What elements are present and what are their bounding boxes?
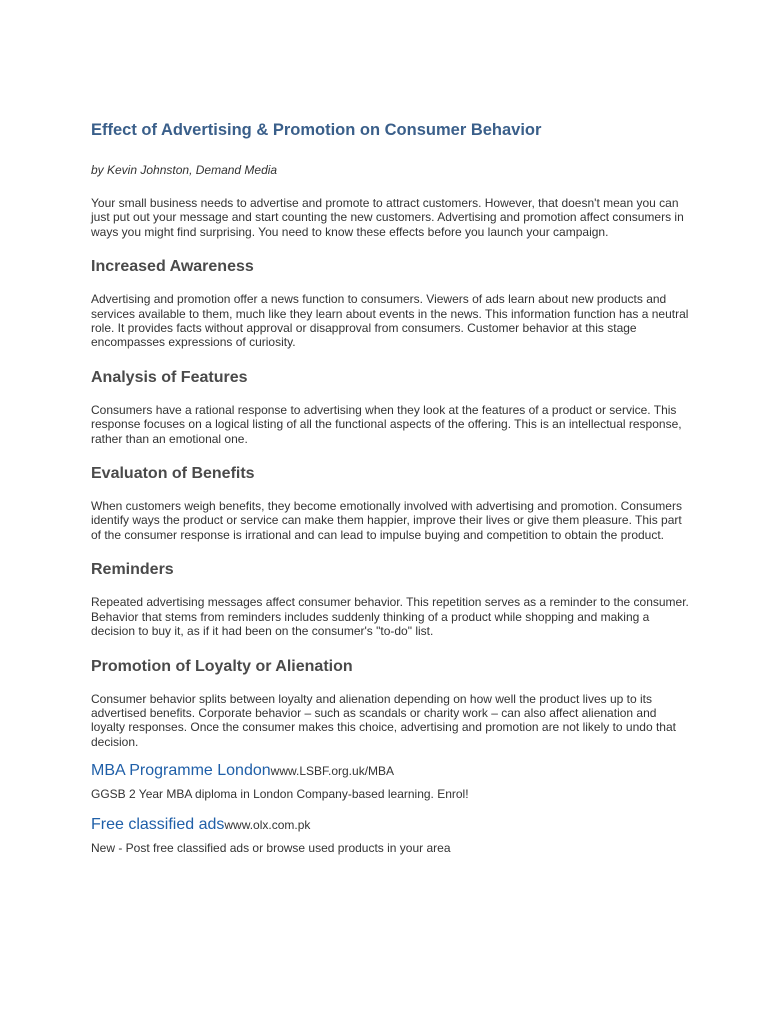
section-body: Repeated advertising messages affect consumer behavior. This repetition serves as a reminder to the consumer. Behavior that stems from reminders includes suddenly thinking of a product while shopping and making a decision to buy it, as if it had been on the consumer's "to-do" list.: [91, 595, 689, 639]
ad-title-link[interactable]: MBA Programme London: [91, 762, 271, 780]
section-body: When customers weigh benefits, they become emotionally involved with advertising and promotion. Consumers identify ways the product or service can make them happier, improve their lives or give them pleasure. This part of the consumer response is irrational and can lead to impulse buying and competition to obtain the product.: [91, 499, 682, 542]
article-byline: by Kevin Johnston, Demand Media: [91, 163, 278, 177]
section-increased-awareness: [91, 257, 691, 350]
section-reminders: [91, 560, 691, 638]
ad-headline: [91, 761, 691, 781]
article-title: Effect of Advertising & Promotion on Consumer Behavior: [91, 121, 542, 139]
ad-mba-programme: [91, 761, 691, 801]
ad-description: New - Post free classified ads or browse used products in your area: [91, 840, 451, 855]
ad-description: GGSB 2 Year MBA diploma in London Company-based learning. Enrol!: [91, 787, 469, 802]
section-heading: Analysis of Features: [91, 368, 248, 386]
section-evaluation-of-benefits: [91, 464, 691, 542]
ad-title-link[interactable]: Free classified ads: [91, 815, 225, 833]
section-body: Advertising and promotion offer a news function to consumers. Viewers of ads learn about new products and services available to them, much like they learn about events in the news. This information function has a neutral role. It provides facts without approval or disapproval from consumers. Customer behavior at this stage encompasses expressions of curiosity.: [91, 292, 689, 350]
section-heading: Evaluaton of Benefits: [91, 465, 255, 483]
ad-url[interactable]: www.olx.com.pk: [224, 817, 311, 832]
section-heading: Promotion of Loyalty or Alienation: [91, 657, 353, 675]
section-body: Consumers have a rational response to advertising when they look at the features of a product or service. This response focuses on a logical listing of all the functional aspects of the offering. This is an intellectual response, rather than an emotional one.: [91, 402, 682, 446]
section-heading: Reminders: [91, 561, 174, 579]
article-intro: Your small business needs to advertise and promote to attract customers. However, that doesn't mean you can just put out your message and start counting the new customers. Advertising and promotion affect consumers in ways you might find surprising. You need to know these effects before you launch your campaign.: [91, 196, 684, 239]
section-loyalty-or-alienation: [91, 657, 691, 750]
section-body: Consumer behavior splits between loyalty and alienation depending on how well the product lives up to its advertised benefits. Corporate behavior – such as scandals or charity work – can also affect alienation and loyalty responses. Once the consumer makes this choice, advertising and promotion are not likely to undo that decision.: [91, 691, 676, 749]
ad-headline: [91, 815, 691, 835]
ad-url[interactable]: www.LSBF.org.uk/MBA: [270, 764, 395, 779]
section-analysis-of-features: [91, 368, 691, 446]
ad-free-classifieds: [91, 815, 691, 855]
article: [91, 118, 691, 855]
section-heading: Increased Awareness: [91, 258, 254, 276]
